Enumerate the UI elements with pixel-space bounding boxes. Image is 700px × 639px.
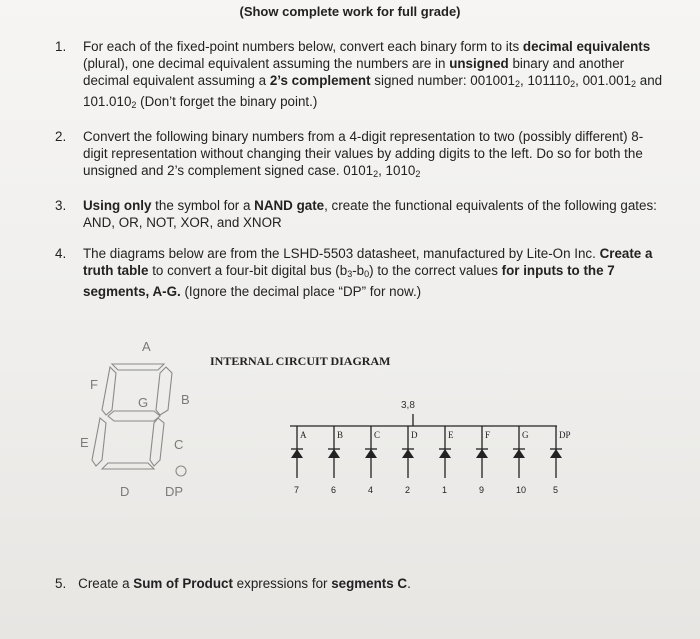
subscript: 2	[631, 79, 637, 89]
question-text: (Don’t forget the binary point.)	[136, 94, 318, 109]
diagram-area	[60, 330, 680, 520]
question-number: 1.	[55, 39, 67, 54]
question-text: (Ignore the decimal place “DP” for now.)	[180, 284, 422, 299]
diode-segment-label: E	[448, 430, 454, 440]
diode-triangle-6	[513, 449, 525, 458]
page-header: (Show complete work for full grade)	[239, 4, 461, 19]
seg-label-a: A	[142, 339, 151, 354]
question-text: Convert the following binary numbers from a 4-digit representation to two (possibly different) 8-digit representation without changing their values by adding digits to the left. Do so for both the unsigned and 2’s complement signed case. 0101	[83, 129, 644, 178]
seg-label-e: E	[80, 435, 89, 450]
segment-g	[108, 411, 160, 421]
question-text: decimal equivalents	[522, 39, 651, 54]
diode-segment-label: DP	[559, 430, 571, 440]
question-text: ) to the correct values	[369, 263, 502, 278]
question-list	[55, 38, 665, 314]
seven-segment-display	[92, 364, 186, 476]
question-text: Create a truth table	[83, 246, 653, 278]
question-text: , 101110	[520, 73, 571, 88]
diode-triangle-3	[402, 449, 414, 458]
question-text: The diagrams below are from the LSHD-5503 datasheet, manufactured by Lite-On Inc.	[83, 246, 600, 261]
diode-segment-label: F	[485, 430, 491, 440]
subscript: 2	[415, 169, 421, 179]
diode-pin-label: 6	[331, 485, 337, 495]
subscript: 2	[515, 79, 521, 89]
question-text: For each of the fixed-point numbers below, convert each binary form to its	[83, 39, 523, 54]
q5-bold-2: segments C	[331, 576, 408, 591]
question-text: Using only	[83, 198, 152, 213]
segment-c	[150, 418, 164, 466]
question-text: -b	[352, 263, 365, 278]
seg-label-g: G	[138, 395, 149, 410]
question-5-number: 5.	[55, 576, 67, 591]
question-2	[55, 128, 665, 183]
question-text: the symbol for a	[151, 198, 255, 213]
q5-mid: expressions for	[232, 576, 332, 591]
subscript: 2	[373, 169, 379, 179]
diode-pin-label: 5	[553, 485, 559, 495]
question-text: signed number: 001001	[370, 73, 515, 88]
question-text: for inputs to the 7 segments, A-G.	[83, 263, 615, 299]
question-text: , 1010	[378, 163, 416, 178]
diode-segment-label: G	[522, 430, 529, 440]
diode-triangle-4	[439, 449, 451, 458]
question-text: (plural), one decimal equivalent assuming the numbers are in	[83, 56, 450, 71]
segment-f	[102, 367, 116, 415]
diode-triangle-5	[476, 449, 488, 458]
diode-pin-label: 10	[516, 485, 527, 495]
seg-label-c: C	[174, 437, 184, 452]
question-text: NAND gate	[254, 198, 325, 213]
question-text: , 001.001	[575, 73, 632, 88]
question-text: , create the functional equivalents of the following gates: AND, OR, NOT, XOR, and XNOR	[83, 198, 657, 230]
seg-label-d: D	[120, 484, 130, 499]
question-text: and 101.010	[83, 73, 663, 109]
diode-segment-label: D	[411, 430, 418, 440]
segment-e	[92, 418, 106, 466]
diode-segment-label: B	[337, 430, 344, 440]
diode-pin-label: 2	[405, 485, 411, 495]
question-number: 4.	[55, 246, 67, 261]
diode-segment-label: C	[374, 430, 381, 440]
question-number: 3.	[55, 198, 67, 213]
diode-triangle-7	[550, 449, 562, 458]
seg-label-dp: DP	[165, 484, 184, 499]
segment-a	[112, 364, 164, 370]
subscript: 3	[347, 269, 353, 279]
question-text: to convert a four-bit digital bus (b	[148, 263, 348, 278]
question-text: unsigned	[449, 56, 509, 71]
diode-pin-label: 1	[442, 485, 448, 495]
question-1	[55, 38, 665, 114]
question-text: binary and another decimal equivalent assuming a	[83, 56, 625, 88]
diode-triangle-2	[365, 449, 377, 458]
diode-triangle-1	[328, 449, 340, 458]
diode-segment-label: A	[300, 430, 307, 440]
question-number: 2.	[55, 129, 67, 144]
seg-label-f: F	[90, 377, 98, 392]
diode-pin-label: 4	[368, 485, 374, 495]
common-pin-label: 3,8	[401, 400, 415, 411]
segment-b	[156, 367, 172, 415]
question-3	[55, 197, 665, 231]
subscript: 2	[131, 100, 137, 110]
diode-triangle-0	[291, 449, 303, 458]
seg-label-b: B	[181, 392, 190, 407]
q5-prefix: Create a	[78, 576, 134, 591]
decimal-point	[176, 466, 186, 476]
subscript: 0	[364, 269, 370, 279]
q5-suffix: .	[407, 576, 411, 591]
circuit-title: INTERNAL CIRCUIT DIAGRAM	[210, 354, 391, 368]
question-5	[55, 576, 411, 591]
question-4	[55, 245, 665, 300]
q5-bold-1: Sum of Product	[133, 576, 233, 591]
diode-pin-label: 7	[294, 485, 300, 495]
question-text: 2’s complement	[269, 73, 371, 88]
segment-d	[102, 463, 154, 469]
circuit-diodes	[291, 426, 571, 495]
diode-pin-label: 9	[479, 485, 485, 495]
subscript: 2	[570, 79, 576, 89]
